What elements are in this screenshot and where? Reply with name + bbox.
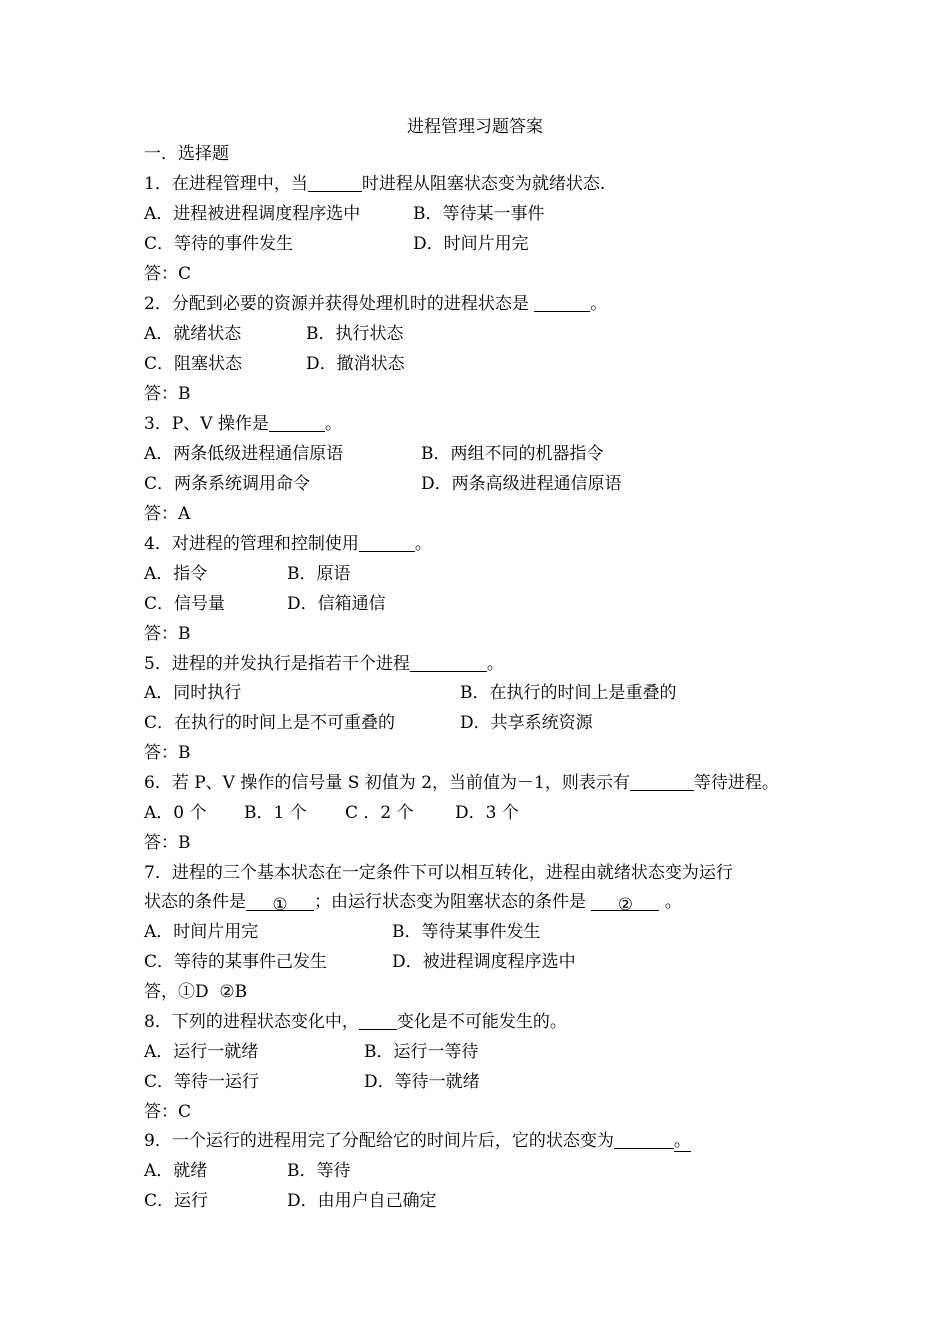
option-c: C．运行	[144, 1191, 209, 1211]
option-b: B．等待某一事件	[413, 204, 545, 224]
question-text: 变化是不可能发生的。	[396, 1012, 567, 1032]
question-text: ；由运行状态变为阻塞状态的条件是	[314, 892, 592, 912]
question-text: 3．P、V 操作是	[144, 414, 269, 434]
page-title: 进程管理习题答案	[407, 117, 543, 137]
answer: 答：B	[144, 743, 191, 763]
answer: 答：C	[144, 264, 192, 284]
option-d: D．信箱通信	[287, 594, 386, 614]
answer-blank-2: ②	[591, 892, 659, 911]
option-a: A．运行一就绪	[144, 1042, 259, 1062]
option-a: A．就绪	[144, 1161, 208, 1181]
option-a: A．就绪状态	[144, 324, 242, 344]
question-text: 状态的条件是	[144, 892, 246, 912]
question-text: 4．对进程的管理和控制使用	[144, 534, 359, 554]
question-5	[144, 651, 504, 677]
option-c: C ．2 个	[345, 803, 414, 823]
option-d: D．被进程调度程序选中	[392, 952, 576, 972]
answer-blank	[359, 1011, 397, 1030]
option-d: D．3 个	[455, 803, 519, 823]
answer-blank	[359, 533, 415, 552]
question-text: 。	[414, 534, 432, 554]
answer: 答：B	[144, 624, 191, 644]
answer-blank-1: ①	[246, 892, 314, 911]
option-b: B．两组不同的机器指令	[421, 444, 604, 464]
answer-blank	[630, 772, 694, 791]
option-d: D．两条高级进程通信原语	[421, 474, 622, 494]
question-text: 。	[659, 892, 682, 912]
question-7-continued	[144, 889, 682, 915]
question-4	[144, 531, 432, 557]
option-d: D．共享系统资源	[460, 713, 593, 733]
question-6	[144, 770, 779, 796]
option-c: C．信号量	[144, 594, 226, 614]
question-8	[144, 1009, 567, 1035]
option-a: A．两条低级进程通信原语	[144, 444, 344, 464]
answer: 答：B	[144, 833, 191, 853]
answer-blank	[308, 173, 362, 192]
option-b: B．执行状态	[306, 324, 404, 344]
option-d: D．由用户自己确定	[287, 1191, 437, 1211]
question-text: 时进程从阻塞状态变为就绪状态.	[361, 174, 606, 194]
answer: 答：C	[144, 1102, 192, 1122]
option-a: A．时间片用完	[144, 922, 259, 942]
answer: 答：A	[144, 504, 191, 524]
option-c: C．等待的某事件己发生	[144, 952, 328, 972]
section-heading: 一．选择题	[144, 144, 229, 164]
question-3	[144, 411, 342, 437]
question-7: 7．进程的三个基本状态在一定条件下可以相互转化，进程由就绪状态变为运行	[144, 863, 733, 883]
question-9	[144, 1128, 691, 1154]
answer-blank	[534, 293, 590, 312]
option-c: C．等待一运行	[144, 1072, 260, 1092]
option-b: B．1 个	[244, 803, 307, 823]
option-b: B．运行一等待	[364, 1042, 479, 1062]
answer-blank	[269, 413, 325, 432]
question-text: 。	[590, 294, 608, 314]
question-text: 6．若 P、V 操作的信号量 S 初值为 2，当前值为－1，则表示有	[144, 773, 630, 793]
question-1	[144, 171, 605, 197]
question-text: 。	[324, 414, 342, 434]
answer: 答，①D ②B	[144, 982, 248, 1002]
answer-blank	[410, 653, 487, 672]
option-a: A．0 个	[144, 803, 207, 823]
option-b: B．等待	[287, 1161, 351, 1181]
question-text: 2．分配到必要的资源并获得处理机时的进程状态是	[144, 294, 535, 314]
question-text: 。	[486, 654, 504, 674]
answer: 答：B	[144, 384, 191, 404]
option-c: C．在执行的时间上是不可重叠的	[144, 713, 396, 733]
question-text: 1．在进程管理中，当	[144, 174, 308, 194]
option-a: A．指令	[144, 564, 208, 584]
question-text: 5．进程的并发执行是指若干个进程	[144, 654, 410, 674]
question-2	[144, 291, 607, 317]
option-c: C．两条系统调用命令	[144, 474, 311, 494]
option-b: B．原语	[287, 564, 351, 584]
option-a: A．同时执行	[144, 683, 242, 703]
question-text: 8．下列的进程状态变化中，	[144, 1012, 359, 1032]
option-b: B．在执行的时间上是重叠的	[460, 683, 677, 703]
option-c: C．等待的事件发生	[144, 234, 294, 254]
answer-blank	[614, 1130, 674, 1149]
option-d: D．等待一就绪	[364, 1072, 480, 1092]
option-d: D．时间片用完	[413, 234, 529, 254]
question-text: 。	[673, 1131, 691, 1151]
option-c: C．阻塞状态	[144, 354, 243, 374]
option-b: B．等待某事件发生	[392, 922, 541, 942]
question-text: 等待进程。	[693, 773, 779, 793]
question-text: 9．一个运行的进程用完了分配给它的时间片后，它的状态变为	[144, 1131, 614, 1151]
option-d: D．撤消状态	[306, 354, 405, 374]
option-a: A．进程被进程调度程序选中	[144, 204, 361, 224]
